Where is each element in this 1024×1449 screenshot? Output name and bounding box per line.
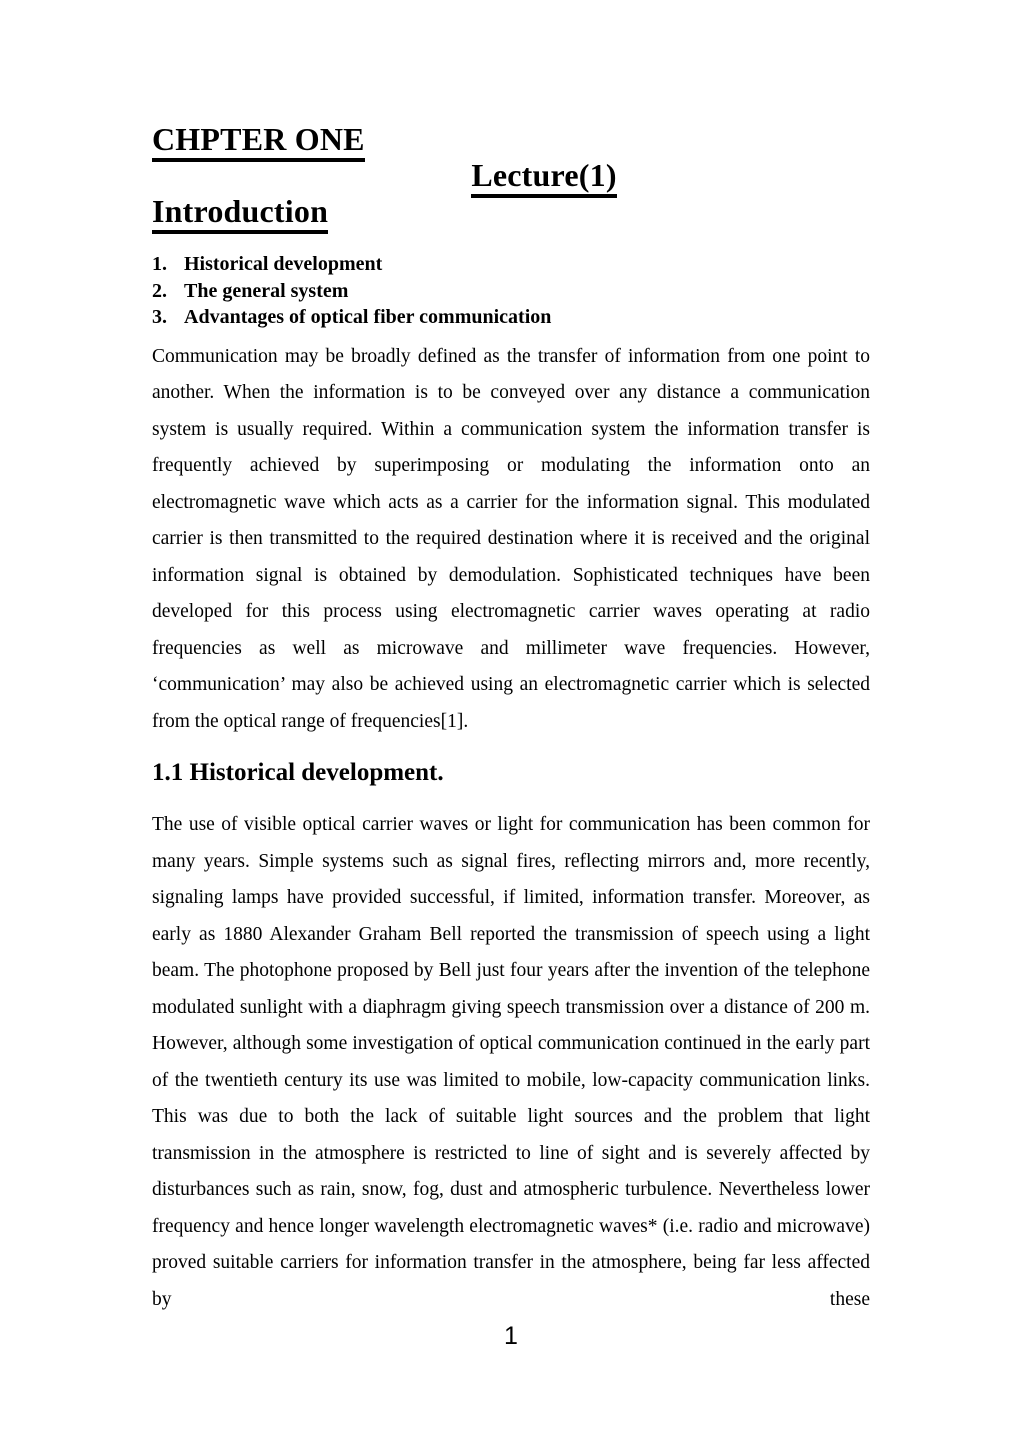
outline-item-label: The general system bbox=[184, 279, 349, 302]
lecture-title bbox=[185, 157, 903, 193]
chapter-title bbox=[152, 121, 870, 157]
section-1-1-paragraph: The use of visible optical carrier waves or light for communication has been common for many years. Simple systems such as signal fires, reflecting mirrors and, more recently, signaling lamps have provided successful, if limited, information transfer. Moreover, as early as 1880 Alexander Graham Bell reported the transmission of speech using a light beam. The photophone proposed by Bell just four years after the invention of the telephone modulated sunlight with a diaphragm giving speech transmission over a distance of 200 m. However, although some investigation of optical communication continued in the early part of the twentieth century its use was limited to mobile, low-capacity communication links. This was due to both the lack of suitable light sources and the problem that light transmission in the atmosphere is restricted to line of sight and is severely affected by disturbances such as rain, snow, fog, dust and atmospheric turbulence. Nevertheless lower frequency and hence longer wavelength electromagnetic waves* (i.e. radio and microwave) proved suitable carriers for information transfer in the atmosphere, being far less affected by these bbox=[152, 814, 870, 1310]
outline-list bbox=[152, 251, 870, 331]
outline-item-2 bbox=[152, 278, 870, 305]
outline-item-label: Advantages of optical fiber communication bbox=[184, 306, 552, 328]
outline-item-3 bbox=[152, 304, 870, 331]
outline-item-number: 1. bbox=[152, 253, 167, 275]
intro-title bbox=[152, 193, 870, 229]
intro-paragraph: Communication may be broadly defined as the transfer of information from one point to another. When the information is to be conveyed over any distance a communication system is usually required. Within a communication system the information transfer is frequently achieved by superimposing or modulating the information onto an electromagnetic wave which acts as a carrier for the information signal. This modulated carrier is then transmitted to the required destination where it is received and the original information signal is obtained by demodulation. Sophisticated techniques have been developed for this process using electromagnetic carrier waves operating at radio frequencies as well as microwave and millimeter wave frequencies. However, ‘communication’ may also be achieved using an electromagnetic carrier which is selected from the optical range of frequencies[1]. bbox=[152, 345, 870, 732]
outline-item-number: 3. bbox=[152, 306, 167, 328]
outline-item-number: 2. bbox=[152, 279, 167, 302]
outline-item-label: Historical development bbox=[184, 253, 383, 275]
lecture-title-text: Lecture(1) bbox=[471, 157, 616, 198]
intro-title-text: Introduction bbox=[152, 193, 328, 234]
outline-item-1 bbox=[152, 251, 870, 278]
section-1-1-heading: 1.1 Historical development. bbox=[152, 759, 444, 786]
page-number: 1 bbox=[504, 1322, 518, 1350]
chapter-title-text: CHPTER ONE bbox=[152, 121, 365, 162]
